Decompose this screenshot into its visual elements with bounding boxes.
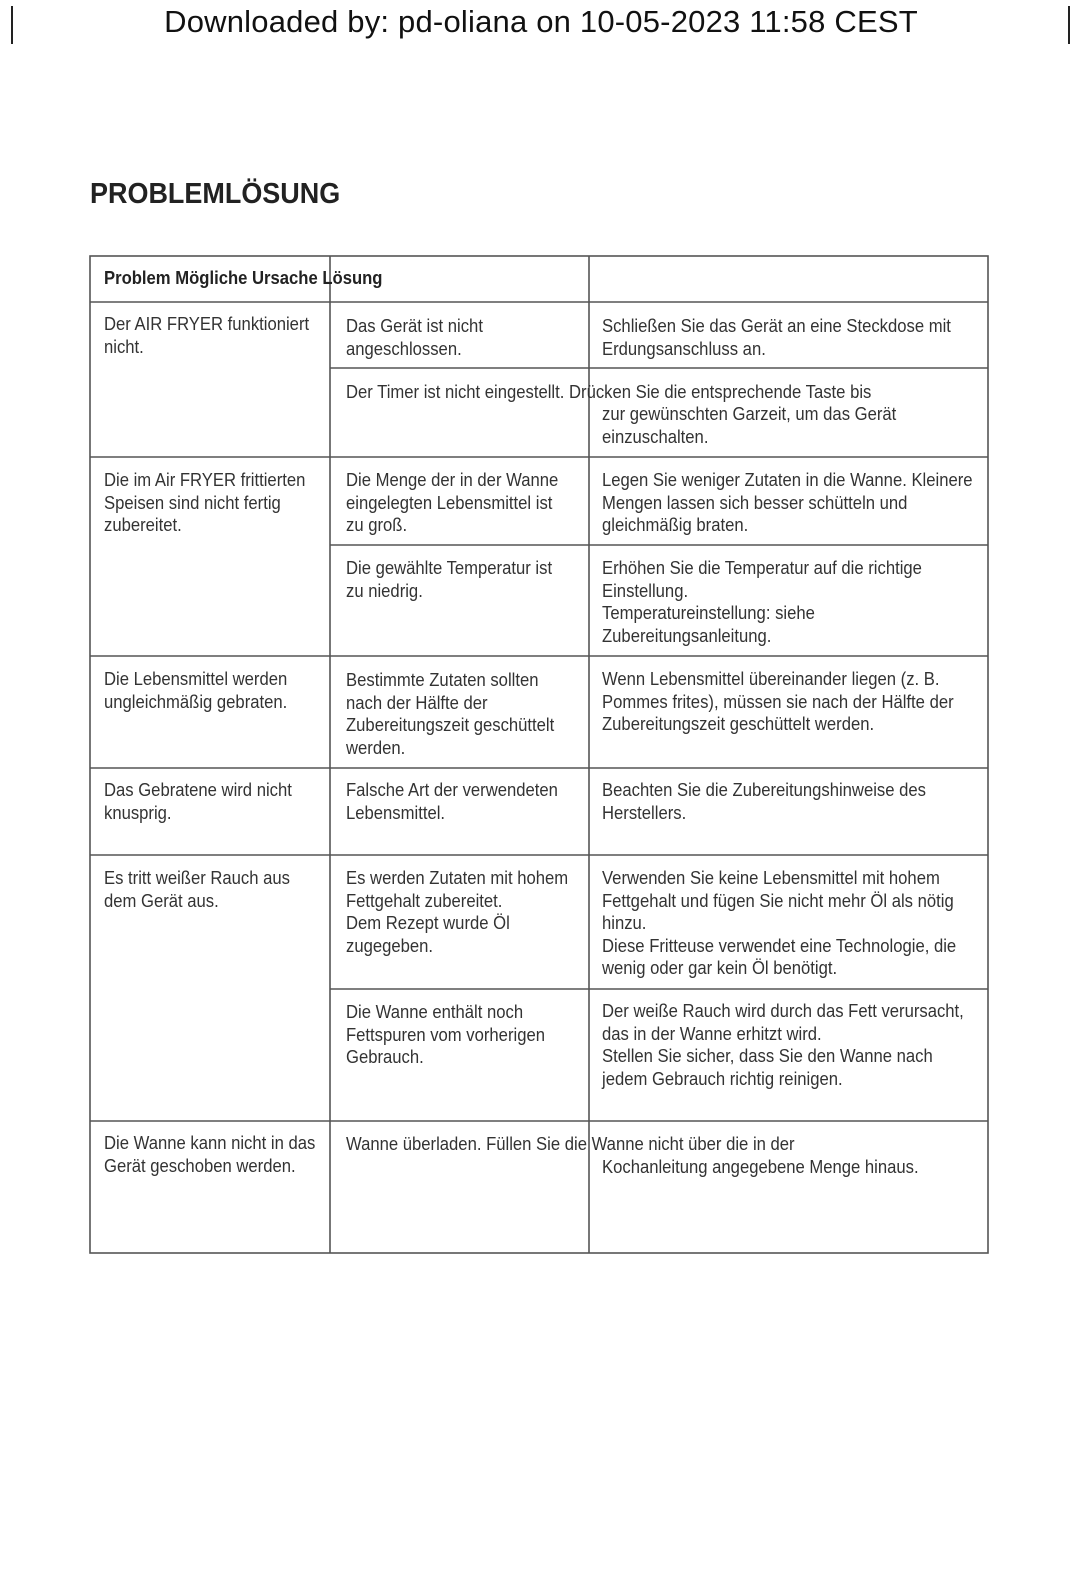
cause-cell: Die Wanne enthält noch Fettspuren vom vorherigen Gebrauch. xyxy=(346,1001,545,1067)
problem-cell: Das Gebratene wird nicht knusprig. xyxy=(104,779,292,823)
cause-cell: Die gewählte Temperatur ist zu niedrig. xyxy=(346,557,553,601)
solution-cell: Kochanleitung angegebene Menge hinaus. xyxy=(602,1156,919,1177)
solution-cell: Legen Sie weniger Zutaten in die Wanne. Kleinere Mengen lassen sich besser schütteln und gleichmäßig braten. xyxy=(602,469,973,535)
solution-cell: Erhöhen Sie die Temperatur auf die richtige Einstellung. Temperatureinstellung: siehe Zubereitungsanleitung. xyxy=(602,557,922,646)
cause-cell: Es werden Zutaten mit hohem Fettgehalt zubereitet. Dem Rezept wurde Öl zugegeben. xyxy=(346,867,569,956)
problem-cell: Der AIR FRYER funktioniert nicht. xyxy=(104,313,310,357)
table-header: Problem Mögliche Ursache Lösung xyxy=(104,267,383,288)
problem-cell: Die Lebensmittel werden ungleichmäßig gebraten. xyxy=(104,668,288,712)
problem-cell: Es tritt weißer Rauch aus dem Gerät aus. xyxy=(104,867,290,911)
cause-cell: Bestimmte Zutaten sollten nach der Hälfte der Zubereitungszeit geschüttelt werden. xyxy=(346,669,555,758)
solution-cell: zur gewünschten Garzeit, um das Gerät einzuschalten. xyxy=(602,403,897,447)
solution-cell: Verwenden Sie keine Lebensmittel mit hohem Fettgehalt und fügen Sie nicht mehr Öl als nötig hinzu. Diese Fritteuse verwendet eine Technologie, die wenig oder gar kein Öl benötigt. xyxy=(602,867,957,978)
download-watermark: Downloaded by: pd-oliana on 10-05-2023 11:58 CEST xyxy=(164,4,918,39)
solution-cell: Beachten Sie die Zubereitungshinweise des Herstellers. xyxy=(602,779,926,823)
cause-cell: Das Gerät ist nicht angeschlossen. xyxy=(346,315,483,359)
page-title: PROBLEMLÖSUNG xyxy=(90,178,341,210)
cause-cell: Falsche Art der verwendeten Lebensmittel. xyxy=(346,779,558,823)
cause-cell: Der Timer ist nicht eingestellt. Drücken Sie die entsprechende Taste bis xyxy=(346,381,872,402)
cause-cell: Die Menge der in der Wanne eingelegten Lebensmittel ist zu groß. xyxy=(346,469,559,535)
solution-cell: Wenn Lebensmittel übereinander liegen (z. B. Pommes frites), müssen sie nach der Hälfte der Zubereitungszeit geschüttelt werden. xyxy=(602,668,954,734)
cause-cell: Wanne überladen. Füllen Sie die Wanne nicht über die in der xyxy=(346,1133,795,1154)
problem-cell: Die im Air FRYER frittierten Speisen sind nicht fertig zubereitet. xyxy=(104,469,306,535)
solution-cell: Der weiße Rauch wird durch das Fett verursacht, das in der Wanne erhitzt wird. Stellen Sie sicher, dass Sie den Wanne nach jedem Gebrauch richtig reinigen. xyxy=(602,1000,964,1089)
problem-cell: Die Wanne kann nicht in das Gerät geschoben werden. xyxy=(104,1132,316,1176)
solution-cell: Schließen Sie das Gerät an eine Steckdose mit Erdungsanschluss an. xyxy=(602,315,951,359)
